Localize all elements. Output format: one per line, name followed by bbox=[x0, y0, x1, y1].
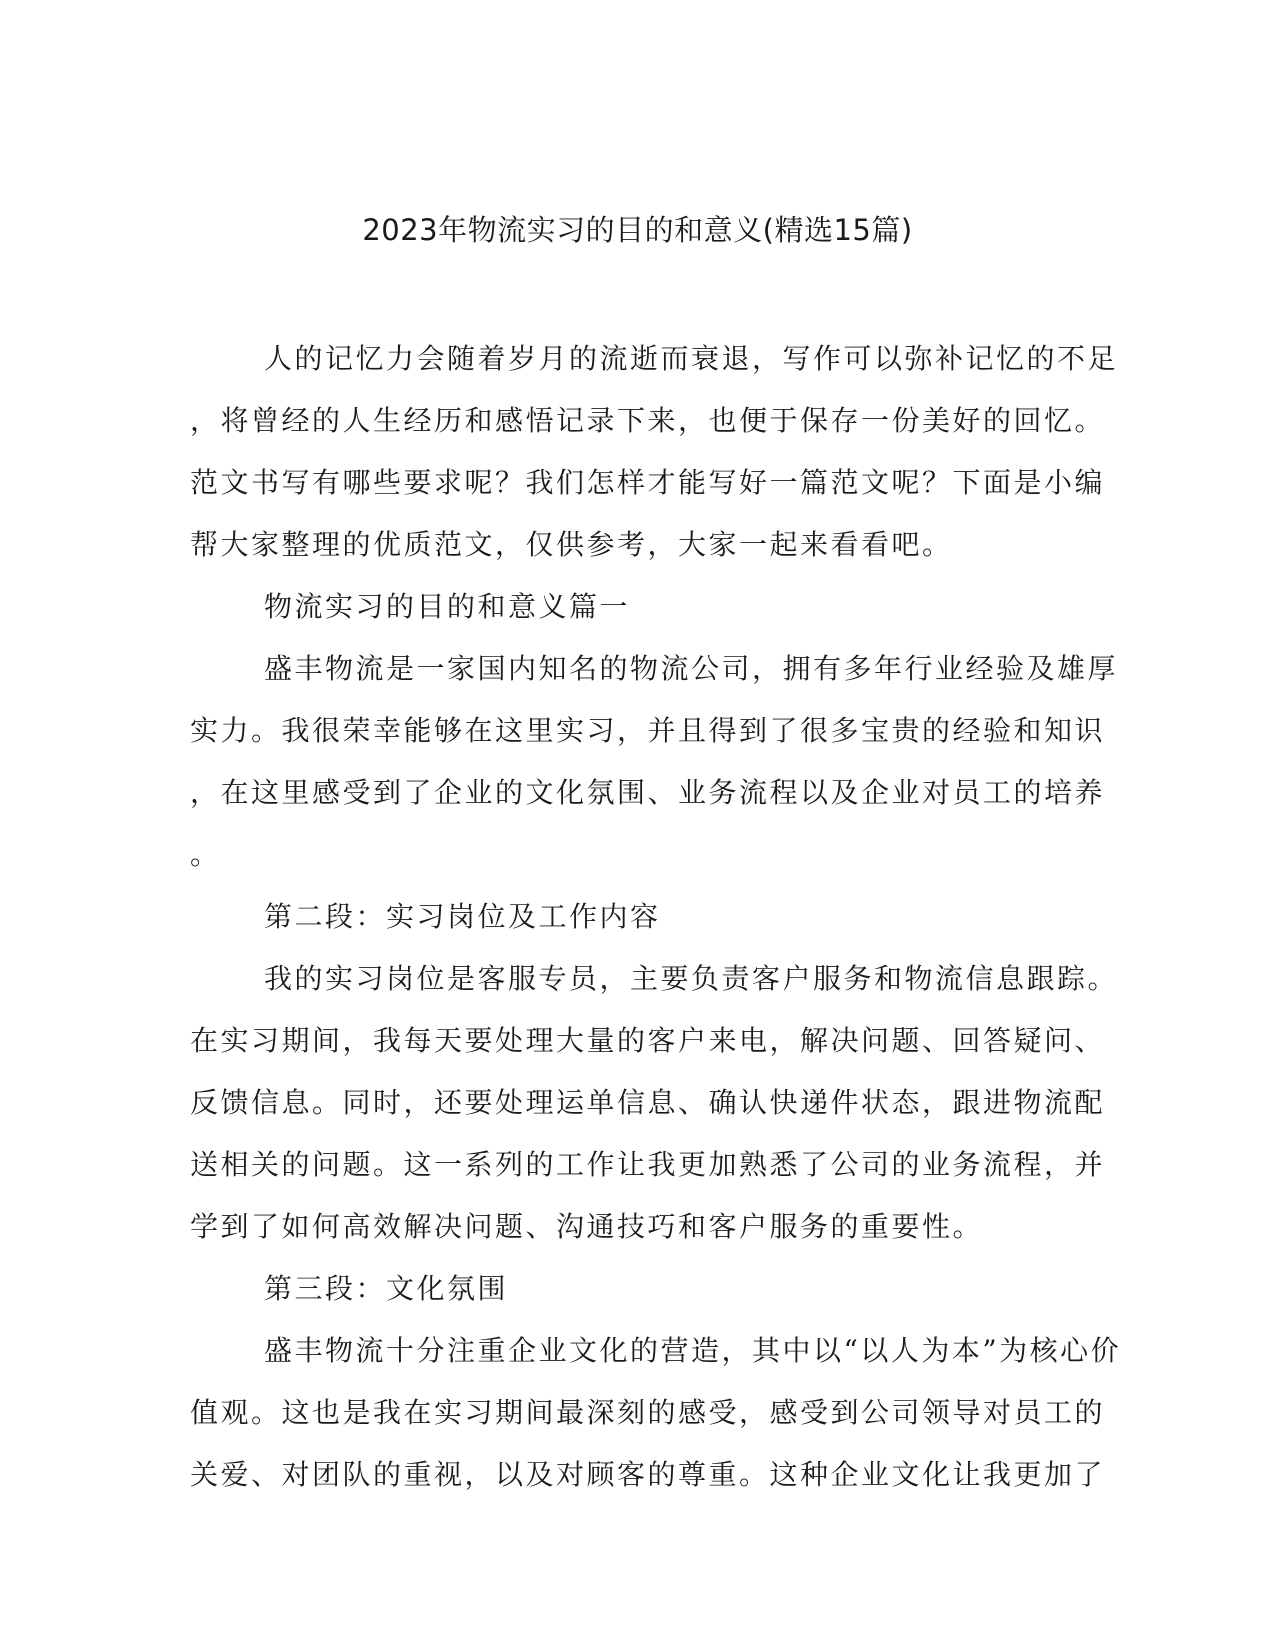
text-line: 盛丰物流是一家国内知名的物流公司，拥有多年行业经验及雄厚 bbox=[264, 652, 1119, 685]
text-line: 帮大家整理的优质范文，仅供参考，大家一起来看看吧。 bbox=[190, 528, 953, 561]
text-line: ，在这里感受到了企业的文化氛围、业务流程以及企业对员工的培养 bbox=[190, 776, 1106, 809]
text-line: 送相关的问题。这一系列的工作让我更加熟悉了公司的业务流程，并 bbox=[190, 1148, 1106, 1181]
text-line: 在实习期间，我每天要处理大量的客户来电，解决问题、回答疑问、 bbox=[190, 1024, 1106, 1057]
text-line: 关爱、对团队的重视，以及对顾客的尊重。这种企业文化让我更加了 bbox=[190, 1458, 1106, 1491]
text-line: 反馈信息。同时，还要处理运单信息、确认快递件状态，跟进物流配 bbox=[190, 1086, 1106, 1119]
text-line: 盛丰物流十分注重企业文化的营造，其中以“以人为本”为核心价 bbox=[264, 1334, 1122, 1367]
text-line: 值观。这也是我在实习期间最深刻的感受，感受到公司领导对员工的 bbox=[190, 1396, 1106, 1429]
document-title: 2023年物流实习的目的和意义(精选15篇) bbox=[362, 213, 913, 247]
text-line: 实力。我很荣幸能够在这里实习，并且得到了很多宝贵的经验和知识 bbox=[190, 714, 1106, 747]
text-line: 学到了如何高效解决问题、沟通技巧和客户服务的重要性。 bbox=[190, 1210, 984, 1243]
text-line: 。 bbox=[190, 838, 221, 871]
document-body bbox=[190, 328, 1122, 1506]
text-line: 第三段：文化氛围 bbox=[264, 1272, 509, 1305]
text-line: 范文书写有哪些要求呢？我们怎样才能写好一篇范文呢？下面是小编 bbox=[190, 466, 1106, 499]
text-line: ，将曾经的人生经历和感悟记录下来，也便于保存一份美好的回忆。 bbox=[190, 404, 1106, 437]
text-line: 我的实习岗位是客服专员，主要负责客户服务和物流信息跟踪。 bbox=[264, 962, 1119, 995]
text-line: 第二段：实习岗位及工作内容 bbox=[264, 900, 661, 933]
text-line: 人的记忆力会随着岁月的流逝而衰退，写作可以弥补记忆的不足 bbox=[264, 342, 1119, 375]
text-line: 物流实习的目的和意义篇一 bbox=[264, 590, 631, 623]
